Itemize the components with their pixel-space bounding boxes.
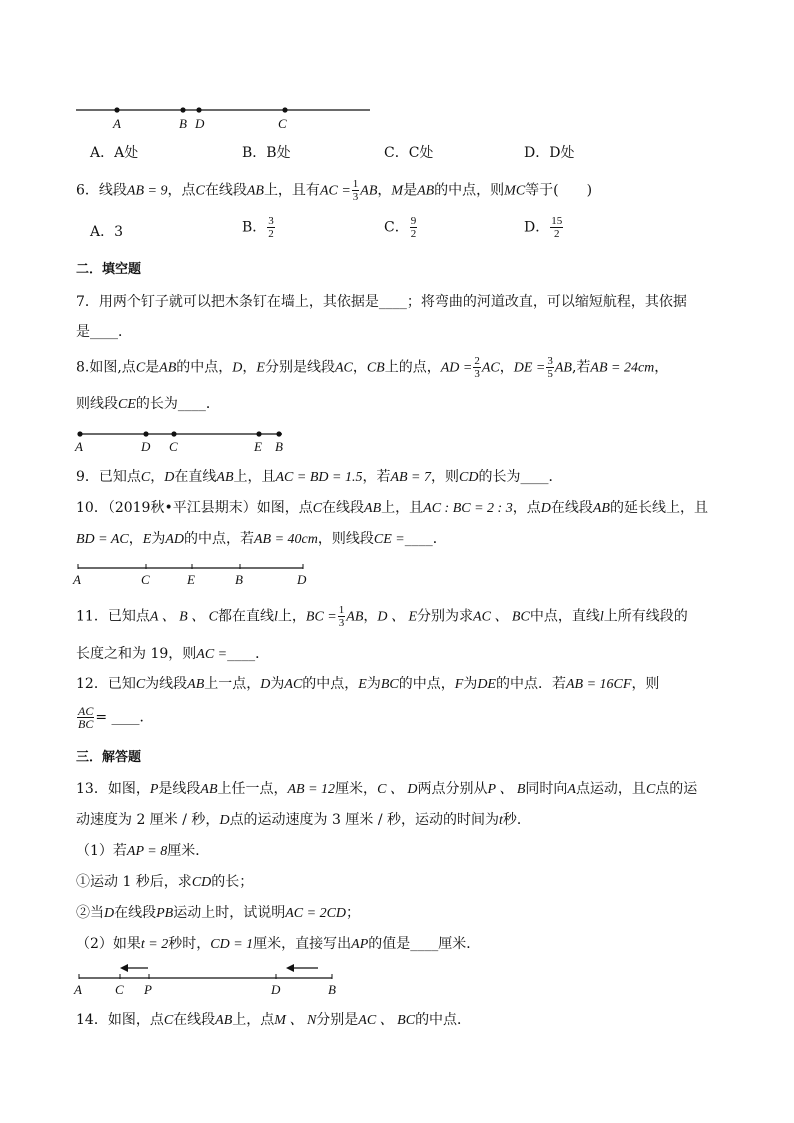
- q6-fraction: $\frac{1}{3}$: [352, 178, 359, 203]
- q13-line-2: 动速度为 2 厘米 / 秒，D点的运动速度为 3 厘米 / 秒，运动的时间为t秒．: [76, 812, 531, 828]
- label-d: D: [297, 572, 307, 587]
- label-a: A: [74, 982, 82, 997]
- label-b: B: [235, 572, 243, 587]
- q13-sub-2: （2）如果t = 2秒时，CD = 1厘米，直接写出AP的值是____厘米．: [76, 936, 481, 952]
- q10-line-1: 10．（2019秋•平江县期末）如图，点C在线段AB上，且AC : BC = 2 : 3，点D在线段AB的延长线上，且: [76, 500, 708, 516]
- q13-figure: [70, 958, 360, 998]
- q13-item-1: ①运动 1 秒后，求CD的长；: [76, 874, 254, 890]
- section-3-heading: 三．解答题: [76, 750, 142, 765]
- q5-option-d: D．D处: [524, 145, 575, 161]
- q12-line-1: 12．已知C为线段AB上一点，D为AC的中点，E为BC的中点，F为DE的中点．若AB = 16CF，则: [76, 676, 660, 692]
- point-b: [180, 107, 185, 112]
- q5-option-c: C．C处: [384, 145, 434, 161]
- q5-figure: [70, 100, 380, 136]
- q11-line-1: 11．已知点A 、 B 、 C都在直线l上，BC = $\frac{1}{3}$ AB，D 、 E分别为求AC 、 BC中点，直线l上所有线段的: [76, 604, 688, 629]
- label-e: E: [187, 572, 195, 587]
- point-a: [77, 431, 82, 436]
- q11-line-2: 长度之和为 19，则AC =____．: [76, 646, 270, 662]
- label-c: C: [115, 982, 124, 997]
- q9-stem: 9．已知点C，D在直线AB上，且AC = BD = 1.5，若AB = 7，则CD的长为____．: [76, 469, 563, 485]
- section-2-heading: 二．填空题: [76, 262, 142, 277]
- q6-option-c: C． $\frac{9}{2}$: [384, 215, 417, 240]
- q6-option-d: D． $\frac{15}{2}$: [524, 215, 563, 240]
- point-e: [256, 431, 261, 436]
- point-d: [196, 107, 201, 112]
- q10-line-2: BD = AC，E为AD的中点，若AB = 40cm，则线段CE =____．: [76, 531, 447, 547]
- label-c: C: [169, 439, 178, 454]
- point-c: [171, 431, 176, 436]
- q7-line-1: 7．用两个钉子就可以把木条钉在墙上，其依据是____；将弯曲的河道改直，可以缩短航程，其依据: [76, 294, 687, 310]
- label-c: C: [278, 116, 287, 131]
- label-e: E: [254, 439, 262, 454]
- label-b: B: [179, 116, 187, 131]
- q6-option-b: B． $\frac{3}{2}$: [242, 215, 274, 240]
- arrow-c-head: [120, 964, 128, 972]
- label-p: P: [144, 982, 152, 997]
- q6-stem: 6．线段AB = 9，点C在线段AB上，且有AC = $\frac{1}{3}$ AB，M是AB的中点，则MC等于( ): [76, 178, 593, 203]
- q8-line-2: 则线段CE的长为____．: [76, 396, 220, 412]
- q10-figure: [70, 560, 320, 590]
- label-b: B: [275, 439, 283, 454]
- q6-option-a: A．3: [90, 224, 124, 240]
- q5-option-a: A．A处: [90, 145, 139, 161]
- label-d: D: [141, 439, 151, 454]
- q13-sub-1: （1）若AP = 8厘米．: [76, 843, 210, 859]
- arrow-d-head: [286, 964, 294, 972]
- q8-stem: 8.如图,点C是AB的中点，D，E分别是线段AC，CB上的点，AD = $\frac{2}{3}$ AC，DE = $\frac{3}{5}$ AB,若AB = 24cm，: [76, 355, 669, 380]
- label-c: C: [141, 572, 150, 587]
- label-a: A: [113, 116, 121, 131]
- q7-line-2: 是____．: [76, 324, 132, 340]
- point-d: [143, 431, 148, 436]
- label-a: A: [73, 572, 81, 587]
- point-c: [282, 107, 287, 112]
- q13-line-1: 13．如图，P是线段AB上任一点，AB = 12厘米，C 、 D两点分别从P 、 B同时向A点运动，且C点的运: [76, 781, 698, 797]
- label-b: B: [328, 982, 336, 997]
- q5-option-b: B．B处: [242, 145, 291, 161]
- label-a: A: [75, 439, 83, 454]
- q12-line-2: $\frac{AC}{BC}$ = ____．: [78, 704, 154, 731]
- label-d: D: [271, 982, 281, 997]
- point-a: [114, 107, 119, 112]
- q8-figure: [70, 425, 300, 455]
- q13-item-2: ②当D在线段PB运动上时，试说明AC = 2CD；: [76, 905, 361, 921]
- point-b: [276, 431, 281, 436]
- q14-stem: 14．如图，点C在线段AB上，点M 、 N分别是AC 、 BC的中点．: [76, 1012, 472, 1028]
- label-d: D: [195, 116, 205, 131]
